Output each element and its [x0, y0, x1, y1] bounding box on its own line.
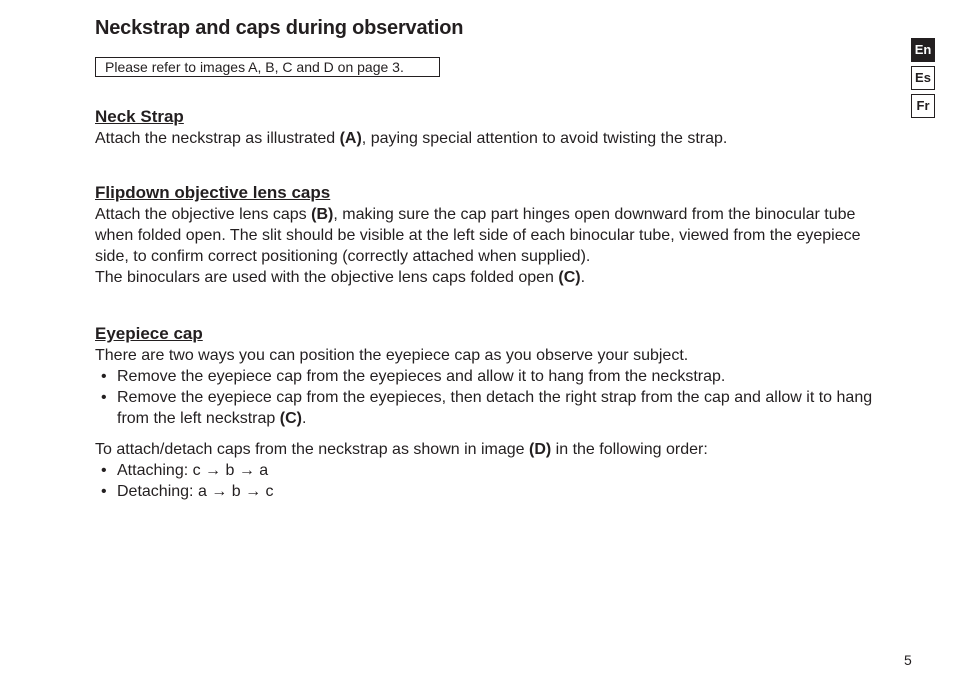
list-item [95, 366, 885, 387]
eyepiece-option-1: Remove the eyepiece cap from the eyepieces and allow it to hang from the neckstrap. [117, 368, 726, 385]
attach-detach-intro [95, 439, 885, 460]
eyepiece-cap-options-list [95, 366, 885, 429]
lens-caps-p2-ref: (C) [558, 269, 581, 286]
lens-caps-p1-ref: (B) [311, 206, 334, 223]
bullet-marker: • [101, 368, 107, 385]
list-item [95, 387, 885, 429]
eyepiece-cap-section [95, 323, 885, 502]
eyepiece-option-2-before: Remove the eyepiece cap from the eyepieces, then detach the right strap from the cap and allow it to hang from the left neckstrap [117, 389, 873, 427]
lens-caps-p1-after: , making sure the cap part hinges open downward from the binocular tube when folded open. The slit should be visible at the left side of each binocular tube, viewed from the eyepiece side, to confirm correct positioning (correctly attached when supplied). [95, 206, 861, 265]
language-tab-es[interactable]: Es [911, 66, 935, 90]
attach-intro-after: in the following order: [551, 441, 708, 458]
eyepiece-cap-heading: Eyepiece cap [95, 324, 203, 343]
lens-caps-section [95, 182, 885, 288]
neck-strap-heading: Neck Strap [95, 107, 184, 126]
neck-strap-text-after: , paying special attention to avoid twisting the strap. [361, 130, 728, 147]
eyepiece-option-2-ref: (C) [279, 410, 302, 427]
eyepiece-option-2-after: . [301, 410, 307, 427]
attach-intro-before: To attach/detach caps from the neckstrap as shown in image [95, 441, 530, 458]
lens-caps-p2-before: The binoculars are used with the objective lens caps folded open [95, 269, 559, 286]
image-reference-box: Please refer to images A, B, C and D on page 3. [95, 57, 440, 77]
lens-caps-paragraph-1 [95, 204, 885, 267]
page-title: Neckstrap and caps during observation [95, 17, 464, 39]
bullet-marker: • [101, 483, 107, 500]
lens-caps-heading: Flipdown objective lens caps [95, 183, 331, 202]
neck-strap-text-before: Attach the neckstrap as illustrated [95, 130, 340, 147]
language-tab-en[interactable]: En [911, 38, 935, 62]
neck-strap-text [95, 128, 885, 149]
neck-strap-ref: (A) [339, 130, 362, 147]
language-tabs [911, 38, 935, 122]
list-item [95, 460, 885, 481]
list-item [95, 481, 885, 502]
language-tab-fr[interactable]: Fr [911, 94, 935, 118]
detaching-order: Detaching: a → b → c [117, 483, 274, 500]
lens-caps-p1-before: Attach the objective lens caps [95, 206, 312, 223]
neck-strap-section [95, 106, 885, 149]
lens-caps-paragraph-2 [95, 267, 885, 288]
attach-detach-list [95, 460, 885, 502]
page-number: 5 [904, 652, 912, 668]
bullet-marker: • [101, 389, 107, 406]
attach-intro-ref: (D) [529, 441, 552, 458]
bullet-marker: • [101, 462, 107, 479]
eyepiece-cap-intro: There are two ways you can position the eyepiece cap as you observe your subject. [95, 347, 689, 364]
lens-caps-p2-after: . [580, 269, 586, 286]
attaching-order: Attaching: c → b → a [117, 462, 269, 479]
